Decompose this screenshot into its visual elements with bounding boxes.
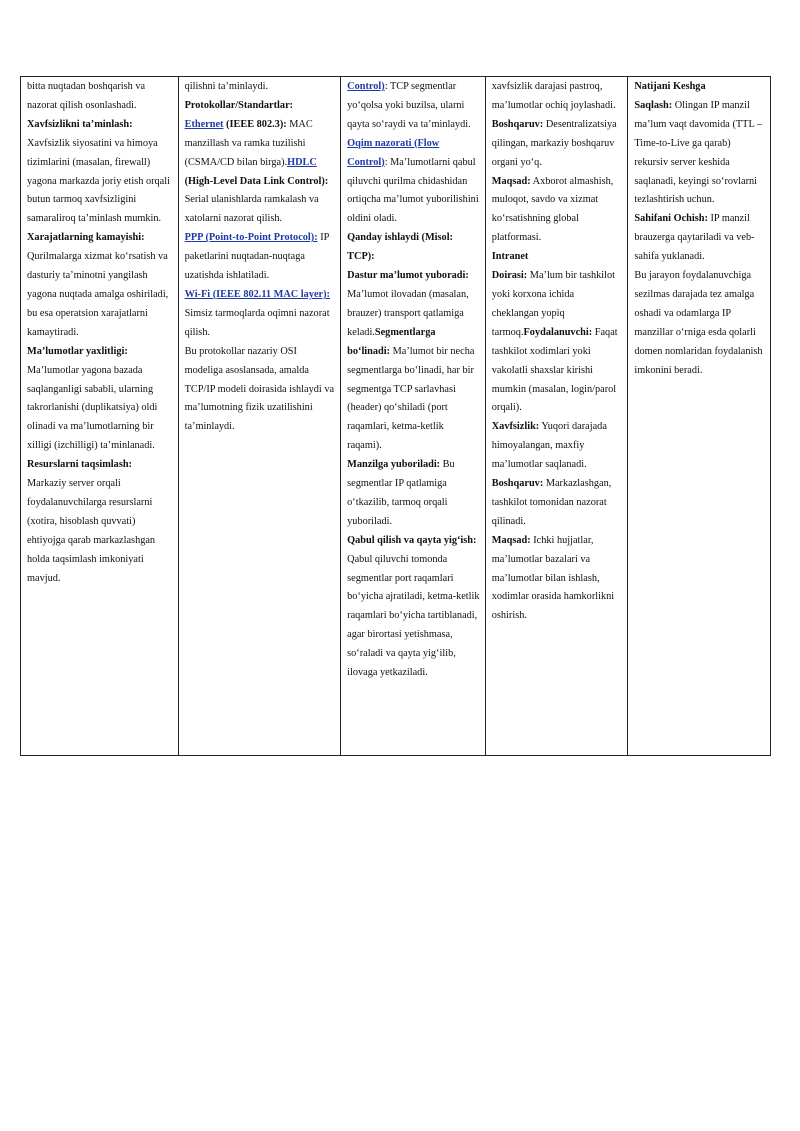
bold-term: Qabul qilish va qayta yig‘ish: <box>347 534 477 546</box>
text-run: Markaziy server orqali foydalanuvchilarga resurslarni (xotira, hisoblash quvvati) ehtiyojga qarab markazlashgan holda taqsimlash imkoniyati mavjud. <box>27 478 156 584</box>
paragraph <box>347 78 480 135</box>
bold-term: Foydalanuvchi: <box>523 326 593 338</box>
text-run: MAC manzillash va ramka tuzilishi (CSMA/CD bilan birga). <box>184 118 313 168</box>
paragraph <box>347 267 480 456</box>
bold-term: Boshqaruv: <box>491 118 544 130</box>
bold-term: Xavfsizlik: <box>491 421 540 433</box>
paragraph <box>492 173 623 249</box>
paragraph <box>634 78 765 97</box>
paragraph <box>347 135 480 230</box>
column-1 <box>21 77 179 755</box>
column-3 <box>341 77 486 755</box>
column-4 <box>486 77 629 755</box>
hyperlink[interactable]: Ethernet <box>184 118 224 130</box>
bold-term: Intranet <box>491 251 529 263</box>
text-run: Bu protokollar nazariy OSI modeliga asoslansada, amalda TCP/IP modeli doirasida ishlaydi va ma’lumotning fizik uzatilishini ta’minlaydi. <box>184 345 335 433</box>
paragraph <box>185 78 336 97</box>
text-run: qilishni ta’minlaydi. <box>184 81 269 92</box>
paragraph <box>492 418 623 475</box>
column-5 <box>628 77 770 755</box>
text-run: Axborot almashish, muloqot, savdo va xizmat ko‘rsatishning global platformasi. <box>491 175 614 244</box>
bold-term: Dastur ma’lumot yuboradi: <box>347 270 469 282</box>
bold-term: Natijani Keshga <box>634 81 706 92</box>
bold-term: Saqlash: <box>634 99 673 111</box>
text-run: Ma’lumotlar yagona bazada saqlanganligi sababli, ularning takrorlanishi (duplikatsiya) oldi olinadi va ma’lumotlarning bir xilligi (izchilligi) ta’minlanadi. <box>27 364 158 452</box>
hyperlink[interactable]: Wi-Fi (IEEE 802.11 MAC layer): <box>184 288 330 300</box>
bold-term: Ma’lumotlar yaxlitligi: <box>27 345 128 357</box>
hyperlink[interactable]: Oqim nazorati (Flow Control) <box>347 137 440 168</box>
column-2 <box>179 77 342 755</box>
document-table <box>20 76 771 756</box>
text-run: : Ma’lumotlarni qabul qiluvchi qurilma chidashidan ortiqcha ma’lumot yuborilishini oldini oladi. <box>347 156 479 225</box>
text-run: IP paketlarini nuqtadan-nuqtaga uzatishda ishlatiladi. <box>184 232 329 282</box>
hyperlink[interactable]: PPP (Point-to-Point Protocol): <box>184 232 318 244</box>
bold-term: Maqsad: <box>491 534 531 546</box>
bold-term: (IEEE 802.3): <box>223 118 287 130</box>
paragraph <box>492 532 623 627</box>
paragraph <box>492 475 623 532</box>
bold-term: Maqsad: <box>491 175 531 187</box>
paragraph <box>27 116 173 229</box>
text-run: Yuqori darajada himoyalangan, maxfiy ma’lumotlar saqlanadi. <box>491 421 607 471</box>
paragraph <box>185 116 336 229</box>
paragraph <box>347 456 480 532</box>
paragraph <box>27 456 173 588</box>
paragraph <box>185 343 336 438</box>
paragraph <box>492 78 623 116</box>
paragraph <box>185 97 336 116</box>
bold-term: Xavfsizlikni ta’minlash: <box>27 118 133 130</box>
hyperlink[interactable]: HDLC <box>287 156 317 168</box>
paragraph <box>185 229 336 286</box>
paragraph <box>492 248 623 267</box>
text-run: Bu jarayon foydalanuvchiga sezilmas darajada tez amalga oshadi va odamlarga IP manzillar o‘rniga esda qolarli domen nomlaridan foydalanish imkonini beradi. <box>634 270 763 376</box>
text-run: Qabul qiluvchi tomonda segmentlar port raqamlari bo‘yicha ajratiladi, ketma-ketlik raqamlari bo‘yicha tartiblanadi, agar birortasi yetishmasa, so‘raladi va qayta yig‘ilib, ilovaga yetkaziladi. <box>347 553 480 679</box>
text-run: Olingan IP manzil ma’lum vaqt davomida (TTL – Time-to-Live ga qarab) rekursiv server keshida saqlanadi, keyingi so‘rovlarni tezlashtirish uchun. <box>634 99 763 206</box>
text-run: : TCP segmentlar yo‘qolsa yoki buzilsa, ularni qayta so‘raydi va ta’minlaydi. <box>347 81 471 130</box>
paragraph <box>347 532 480 683</box>
text-run: Ma’lumot ilovadan (masalan, brauzer) transport qatlamiga keladi. <box>347 288 469 338</box>
paragraph <box>492 116 623 173</box>
paragraph <box>27 343 173 456</box>
text-run: Simsiz tarmoqlarda oqimni nazorat qilish. <box>184 307 330 338</box>
text-run: bitta nuqtadan boshqarish va nazorat qilish osonlashadi. <box>27 81 146 111</box>
bold-term: Sahifani Ochish: <box>634 213 708 225</box>
text-run: Xavfsizlik siyosatini va himoya tizimlarini (masalan, firewall) yagona markazda joriy etish orqali butun tarmoq xavfsizligini samaraliroq ta’minlash mumkin. <box>27 137 170 225</box>
paragraph <box>634 267 765 380</box>
text-run: Bu segmentlar IP qatlamiga o‘tkazilib, tarmoq orqali yuboriladi. <box>347 459 455 527</box>
text-run: Ma’lum bir tashkilot yoki korxona ichida cheklangan yopiq tarmoq. <box>491 270 616 338</box>
text-run: xavfsizlik darajasi pastroq, ma’lumotlar ochiq joylashadi. <box>491 81 616 111</box>
bold-term: Xarajatlarning kamayishi: <box>27 232 145 244</box>
paragraph <box>27 78 173 116</box>
bold-term: Protokollar/Standartlar: <box>184 99 294 111</box>
text-run: Qurilmalarga xizmat ko‘rsatish va dasturiy ta’minotni yangilash yagona nuqtada amalga oshiriladi, bu esa operatsion xarajatlarni kamaytiradi. <box>27 251 169 338</box>
bold-term: Manzilga yuboriladi: <box>347 459 441 471</box>
text-run: Markazlashgan, tashkilot tomonidan nazorat qilinadi. <box>491 478 612 527</box>
text-run: Ichki hujjatlar, ma’lumotlar bazalari va ma’lumotlar bilan ishlash, xodimlar orasida hamkorlikni oshirish. <box>491 534 615 622</box>
paragraph <box>492 267 623 418</box>
text-run: Faqat tashkilot xodimlari yoki vakolatli shaxslar kirishi mumkin (masalan, login/parol orqali). <box>491 326 618 414</box>
paragraph <box>185 286 336 343</box>
bold-term: Doirasi: <box>491 270 528 282</box>
paragraph <box>27 229 173 342</box>
paragraph <box>634 210 765 267</box>
text-run: IP manzil brauzerga qaytariladi va veb-sahifa yuklanadi. <box>634 213 755 263</box>
text-run: Serial ulanishlarda ramkalash va xatolarni nazorat qilish. <box>184 194 319 225</box>
hyperlink[interactable]: Control) <box>347 81 385 92</box>
bold-term: Resurslarni taqsimlash: <box>27 459 132 471</box>
bold-term: Boshqaruv: <box>491 478 544 490</box>
text-run: Ma’lumot bir necha segmentlarga bo‘linadi, har bir segmentga TCP sarlavhasi (header) qo‘shiladi (port raqamlari, ketma-ketlik raqami). <box>347 345 475 452</box>
bold-term: Qanday ishlaydi (Misol: TCP): <box>347 232 453 263</box>
paragraph <box>634 97 765 210</box>
text-run: Desentralizatsiya qilingan, markaziy boshqaruv organi yo‘q. <box>491 118 617 168</box>
bold-term: Segmentlarga bo‘linadi: <box>347 326 436 357</box>
paragraph <box>347 229 480 267</box>
bold-term: (High-Level Data Link Control): <box>184 175 329 187</box>
